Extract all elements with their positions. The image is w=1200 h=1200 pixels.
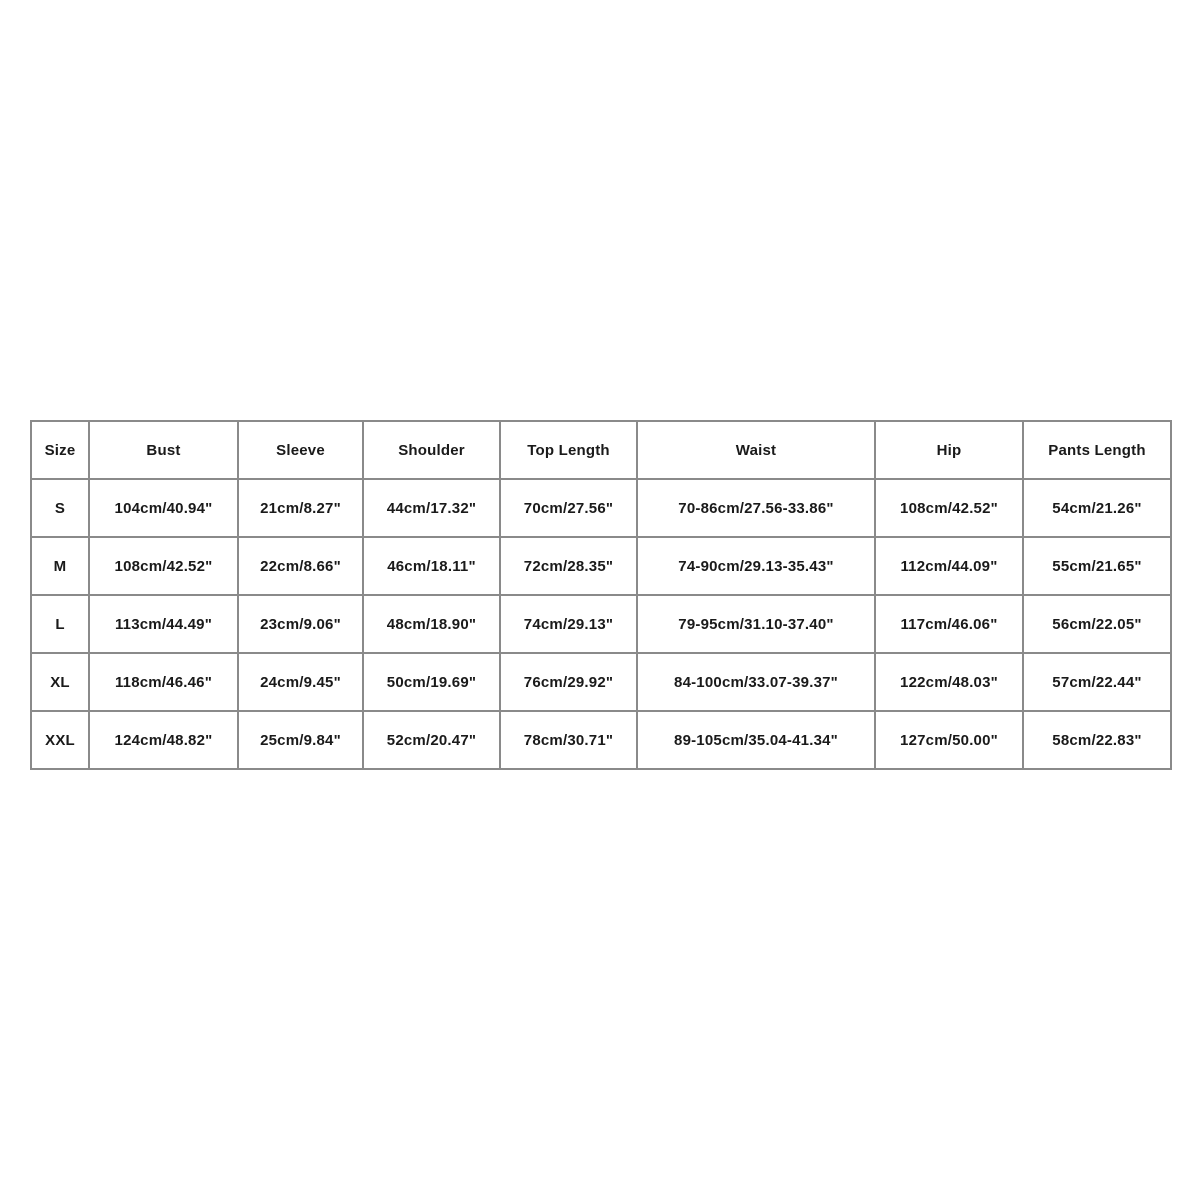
cell-bust: 118cm/46.46" (89, 653, 238, 711)
cell-sleeve: 25cm/9.84" (238, 711, 363, 769)
cell-bust: 113cm/44.49" (89, 595, 238, 653)
cell-waist: 74-90cm/29.13-35.43" (637, 537, 875, 595)
cell-waist: 79-95cm/31.10-37.40" (637, 595, 875, 653)
cell-top-length: 74cm/29.13" (500, 595, 637, 653)
cell-size: XXL (31, 711, 89, 769)
header-pants-length: Pants Length (1023, 421, 1171, 479)
cell-hip: 127cm/50.00" (875, 711, 1023, 769)
size-chart-table (30, 420, 1172, 770)
table-header-row (31, 421, 1171, 479)
cell-size: XL (31, 653, 89, 711)
header-size: Size (31, 421, 89, 479)
cell-sleeve: 24cm/9.45" (238, 653, 363, 711)
cell-shoulder: 50cm/19.69" (363, 653, 500, 711)
cell-top-length: 76cm/29.92" (500, 653, 637, 711)
cell-pants-length: 56cm/22.05" (1023, 595, 1171, 653)
cell-hip: 117cm/46.06" (875, 595, 1023, 653)
cell-sleeve: 21cm/8.27" (238, 479, 363, 537)
cell-bust: 104cm/40.94" (89, 479, 238, 537)
cell-hip: 108cm/42.52" (875, 479, 1023, 537)
cell-pants-length: 54cm/21.26" (1023, 479, 1171, 537)
cell-size: L (31, 595, 89, 653)
table-row (31, 479, 1171, 537)
cell-sleeve: 23cm/9.06" (238, 595, 363, 653)
cell-waist: 84-100cm/33.07-39.37" (637, 653, 875, 711)
cell-hip: 112cm/44.09" (875, 537, 1023, 595)
header-waist: Waist (637, 421, 875, 479)
cell-top-length: 72cm/28.35" (500, 537, 637, 595)
table-row (31, 653, 1171, 711)
header-top-length: Top Length (500, 421, 637, 479)
cell-sleeve: 22cm/8.66" (238, 537, 363, 595)
cell-size: M (31, 537, 89, 595)
cell-pants-length: 55cm/21.65" (1023, 537, 1171, 595)
table-row (31, 711, 1171, 769)
cell-shoulder: 44cm/17.32" (363, 479, 500, 537)
header-shoulder: Shoulder (363, 421, 500, 479)
cell-shoulder: 52cm/20.47" (363, 711, 500, 769)
cell-size: S (31, 479, 89, 537)
cell-shoulder: 48cm/18.90" (363, 595, 500, 653)
cell-hip: 122cm/48.03" (875, 653, 1023, 711)
header-hip: Hip (875, 421, 1023, 479)
cell-waist: 89-105cm/35.04-41.34" (637, 711, 875, 769)
cell-shoulder: 46cm/18.11" (363, 537, 500, 595)
table-row (31, 537, 1171, 595)
cell-pants-length: 57cm/22.44" (1023, 653, 1171, 711)
header-sleeve: Sleeve (238, 421, 363, 479)
table-row (31, 595, 1171, 653)
cell-top-length: 78cm/30.71" (500, 711, 637, 769)
cell-top-length: 70cm/27.56" (500, 479, 637, 537)
cell-bust: 108cm/42.52" (89, 537, 238, 595)
cell-pants-length: 58cm/22.83" (1023, 711, 1171, 769)
cell-waist: 70-86cm/27.56-33.86" (637, 479, 875, 537)
header-bust: Bust (89, 421, 238, 479)
cell-bust: 124cm/48.82" (89, 711, 238, 769)
